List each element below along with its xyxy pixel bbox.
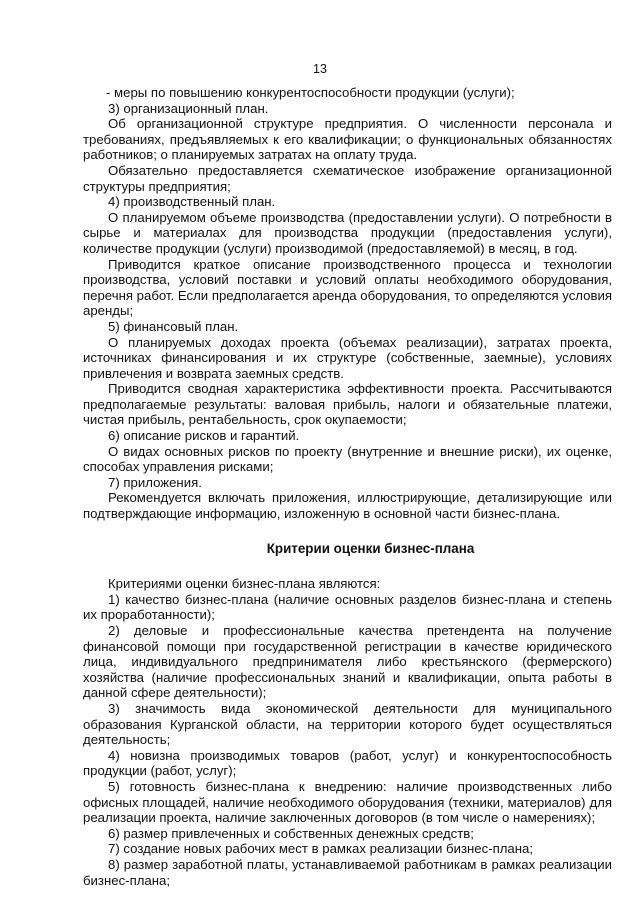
paragraph: - меры по повышению конкурентоспособности продукции (услуги);: [106, 85, 515, 100]
paragraph: Приводится сводная характеристика эффективности проекта. Рассчитываются предполагаемые результаты: валовая прибыль, налоги и обязательные платежи, чистая прибыль, рентабельность, срок окупаемости;: [83, 381, 612, 428]
paragraph: О планируемых доходах проекта (объемах реализации), затратах проекта, источниках финансирования и их структуре (собственные, заемные), условиях привлечения и возврата заемных средств.: [83, 334, 612, 381]
criteria-item: 1) качество бизнес-плана (наличие основных разделов бизнес-плана и степень их проработанности);: [83, 591, 612, 623]
criteria-item: 4) новизна производимых товаров (работ, услуг) и конкурентоспособность продукции (работ, услуг);: [83, 747, 612, 779]
section-heading: Критерии оценки бизнес-плана: [266, 540, 475, 556]
criteria-item: 6) размер привлеченных и собственных денежных средств;: [108, 825, 474, 841]
document-body: [83, 85, 612, 888]
criteria-item: 7) создание новых рабочих мест в рамках реализации бизнес-плана;: [108, 841, 534, 857]
paragraph: 6) описание рисков и гарантий.: [108, 428, 300, 444]
paragraph: 4) производственный план.: [108, 194, 276, 210]
criteria-item: 3) значимость вида экономической деятельности для муниципального образования Курганской области, на территории которого будет осуществляться деятельность;: [83, 700, 612, 748]
paragraph: 3) организационный план.: [108, 100, 269, 116]
paragraph: О видах основных рисков по проекту (внутренние и внешние риски), их оценке, способах управления рисками;: [83, 443, 612, 475]
criteria-item: 5) готовность бизнес-плана к внедрению: наличие производственных либо офисных площадей, наличие необходимого оборудования (техники, материалов) для реализации проекта, наличие заключенных договоров (в том числе о намерениях);: [83, 778, 612, 826]
criteria-item: 2) деловые и профессиональные качества претендента на получение финансовой помощи при государственной регистрации в качестве юридического лица, индивидуального предпринимателя либо крестьянского (фермерского) хозяйства (наличие профессиональных знаний и квалификации, опыта работы в данной сфере деятельности);: [83, 623, 612, 701]
criteria-item: 8) размер заработной платы, устанавливаемой работникам в рамках реализации бизнес-плана;: [83, 856, 612, 888]
paragraph: Обязательно предоставляется схематическое изображение организационной структуры предприятия;: [83, 162, 612, 194]
paragraph: 7) приложения.: [108, 474, 202, 490]
paragraph: Об организационной структуре предприятия. О численности персонала и требованиях, предъявляемых к его квалификации; о функциональных обязанностях работников; о планируемых затратах на оплату труда.: [83, 116, 612, 163]
paragraph: Приводится краткое описание производственного процесса и технологии производства, условий поставки и условий оплаты необходимого оборудования, перечня работ. Если предполагается аренда оборудования, то определяются условия аренды;: [83, 256, 612, 319]
paragraph: 5) финансовый план.: [108, 318, 239, 334]
paragraph: О планируемом объеме производства (предоставлении услуги). О потребности в сырье и материалах для производства продукции (предоставления услуги), количестве продукции (услуги) производимой (предоставляемой) в месяц, в год.: [83, 209, 612, 256]
paragraph: Рекомендуется включать приложения, иллюстрирующие, детализирующие или подтверждающие информацию, изложенную в основной части бизнес-плана.: [83, 490, 612, 522]
paragraph: Критериями оценки бизнес-плана являются:: [108, 576, 381, 592]
page-number: 13: [313, 62, 327, 76]
